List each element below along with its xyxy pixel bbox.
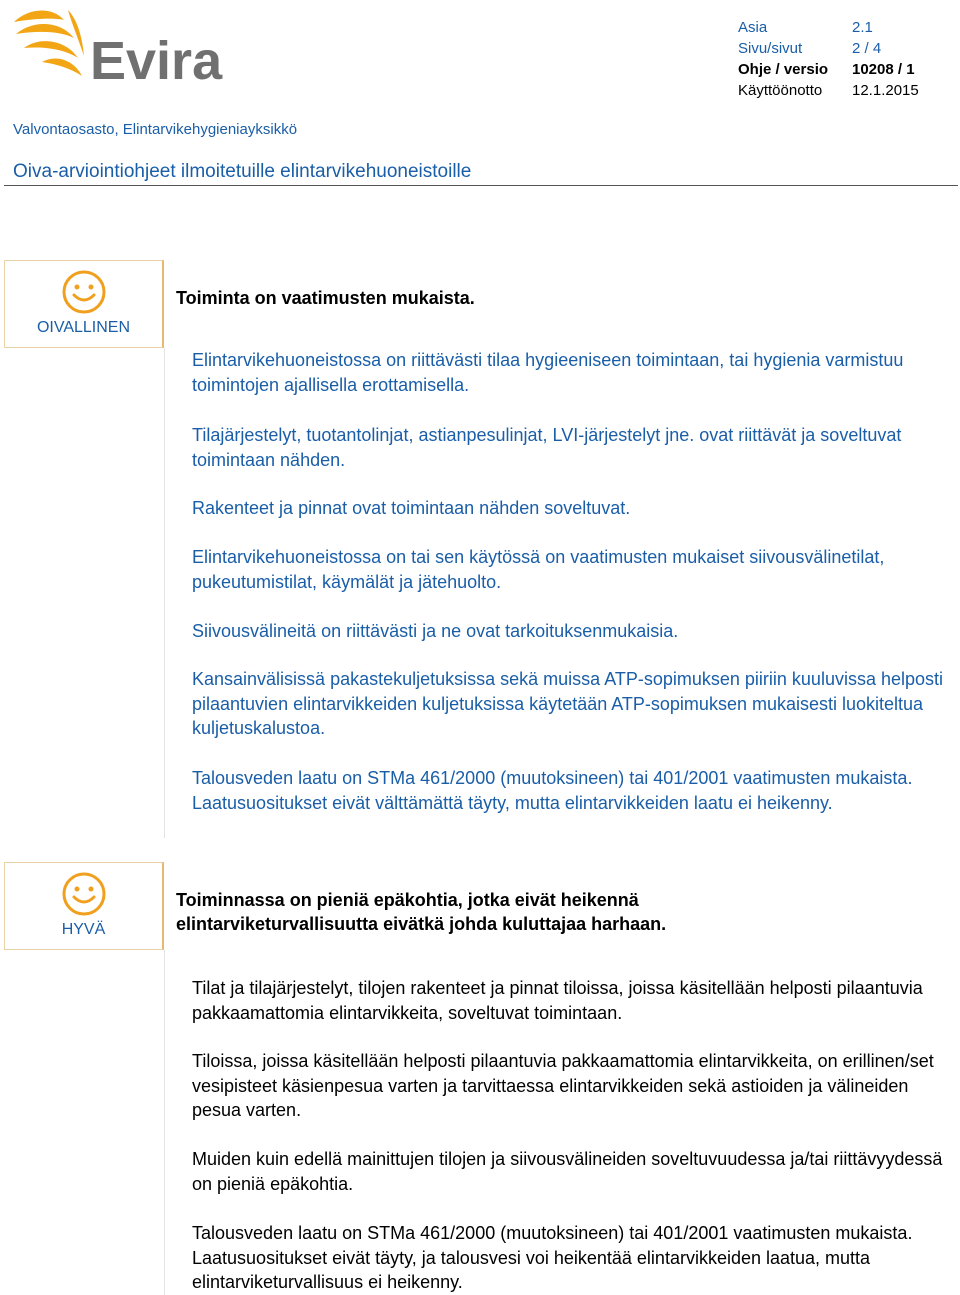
grade-box-hyva <box>4 862 164 950</box>
document-title: Oiva-arviointiohjeet ilmoitetuille elintarvikehuoneistoille <box>13 161 472 182</box>
department-name: Valvontaosasto, Elintarvikehygieniayksikkö <box>13 121 298 138</box>
paragraph: Rakenteet ja pinnat ovat toimintaan nähden soveltuvat. <box>192 498 631 518</box>
wheat-logo-icon <box>14 10 84 76</box>
meta-row-versio: Ohje / versio 10208 / 1 <box>738 61 915 78</box>
document-meta <box>738 17 919 101</box>
meta-row-sivut: Sivu/sivut 2 / 4 <box>738 40 882 57</box>
paragraph: Elintarvikehuoneistossa on riittävästi tilaa hygieeniseen toimintaan, tai hygienia varmistuu toimintojen ajallisella erottamisella. <box>192 350 904 395</box>
smiley-icon <box>61 269 107 315</box>
paragraph: Siivousvälineitä on riittävästi ja ne ovat tarkoituksenmukaisia. <box>192 621 679 641</box>
paragraph: Muiden kuin edellä mainittujen tilojen ja siivousvälineiden soveltuvuudessa ja/tai riittävyydessä on pieniä epäkohtia. <box>192 1149 943 1194</box>
paragraph: Tilajärjestelyt, tuotantolinjat, astianpesulinjat, LVI-järjestelyt jne. ovat riittävät ja soveltuvat toimintaan nähden. <box>192 425 902 470</box>
meta-row-asia: Asia 2.1 <box>738 19 873 36</box>
meta-row-kayttoonotto: Käyttöönotto 12.1.2015 <box>738 82 919 99</box>
header-divider <box>4 185 958 186</box>
paragraph: Talousveden laatu on STMa 461/2000 (muutoksineen) tai 401/2001 vaatimusten mukaista. Laatusuositukset eivät välttämättä täyty, mutta elintarvikkeiden laatu ei heikenny. <box>192 768 913 813</box>
section-heading: Toiminnassa on pieniä epäkohtia, jotka eivät heikennä elintarviketurvallisuutta eivätkä johda kuluttajaa harhaan. <box>176 890 667 934</box>
section-divider <box>164 348 165 838</box>
grade-box-oivallinen <box>4 260 164 348</box>
logo-wordmark: Evira <box>90 31 223 86</box>
section-heading: Toiminta on vaatimusten mukaista. <box>176 288 475 308</box>
paragraph: Talousveden laatu on STMa 461/2000 (muutoksineen) tai 401/2001 vaatimusten mukaista. Laatusuositukset eivät täyty, ja talousvesi voi heikentää elintarvikkeiden laatua, mutta elintarviketurvallisuus ei heikenny. <box>192 1223 913 1292</box>
paragraph: Elintarvikehuoneistossa on tai sen käytössä on vaatimusten mukaiset siivousvälinetilat, pukeutumistilat, käymälät ja jätehuolto. <box>192 547 885 592</box>
paragraph: Tilat ja tilajärjestelyt, tilojen rakenteet ja pinnat tiloissa, joissa käsitellään helposti pilaantuvia pakkaamattomia elintarvikkeita, soveltuvat toimintaan. <box>192 978 923 1023</box>
section-divider <box>164 950 165 1295</box>
grade-label: HYVÄ <box>61 921 106 938</box>
paragraph: Kansainvälisissä pakastekuljetuksissa sekä muissa ATP-sopimuksen piiriin kuuluvissa helposti pilaantuvien elintarvikkeiden kuljetuksissa käytetään ATP-sopimuksen mukaisesti luokiteltua kuljetuskalustoa. <box>192 669 944 738</box>
grade-label: OIVALLINEN <box>36 319 131 336</box>
paragraph: Tiloissa, joissa käsitellään helposti pilaantuvia pakkaamattomia elintarvikkeita, on erillinen/set vesipisteet käsienpesua varten ja tarvittaessa elintarvikkeiden sekä astioiden ja välineiden pesua varten. <box>192 1051 934 1120</box>
smiley-icon <box>61 871 107 917</box>
evira-logo <box>8 4 258 86</box>
